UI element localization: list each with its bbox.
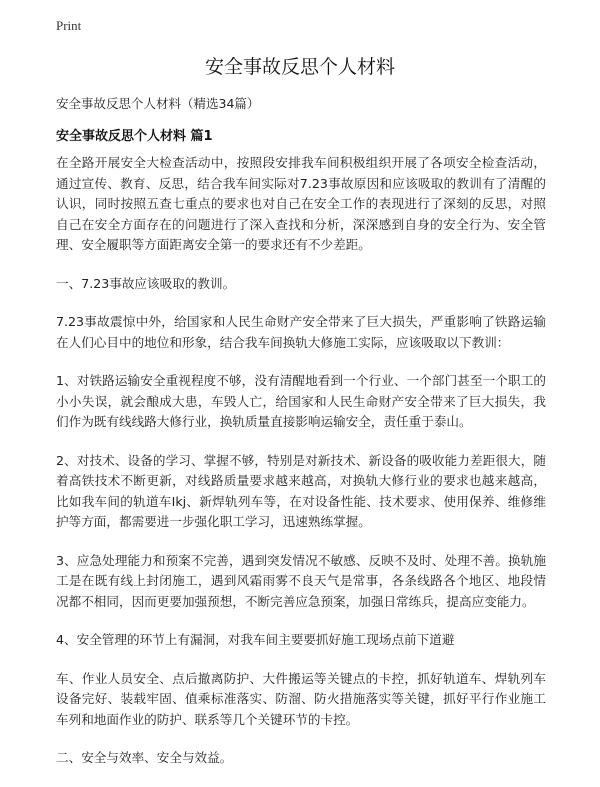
document-body	[56, 153, 546, 787]
section-heading: 安全事故反思个人材料 篇1	[56, 129, 213, 144]
paragraph-point-2: 2、对技术、设备的学习、掌握不够，特别是对新技术、新设备的吸收能力差距很大，随着高铁技术不断更新，对线路质量要求越来越高，对换轨大修行业的要求也越来越高，比如我车间的轨道车Ikj、新焊轨列车等，在对设备性能、技术要求、使用保养、维修维护等方面，都需要进一步强化职工学习，迅速熟练掌握。	[56, 452, 546, 529]
paragraph-point-4: 4、安全管理的环节上有漏洞，对我车间主要要抓好施工现场点前下道避	[56, 632, 455, 647]
paragraph-point-1: 1、对铁路运输安全重视程度不够，没有清醒地看到一个行业、一个部门甚至一个职工的小小失误，就会酿成大患，车毁人亡，给国家和人民生命财产安全带来了巨大损失，我们作为既有线线路大修行业，换轨质量直接影响运输安全，责任重于泰山。	[56, 373, 546, 429]
paragraph-heading-safety-efficiency: 二、安全与效率、安全与效益。	[56, 750, 233, 765]
paragraph-heading-lessons: 一、7.23事故应该吸取的教训。	[56, 275, 236, 291]
paragraph-lessons-intro: 7.23事故震惊中外，给国家和人民生命财产安全带来了巨大损失，严重影响了铁路运输在人们心目中的地位和形象，结合我车间换轨大修施工实际，应该吸取以下教训：	[56, 314, 546, 350]
print-link[interactable]: Print	[56, 18, 82, 33]
paragraph-intro: 在全路开展安全大检查活动中，按照段安排我车间积极组织开展了各项安全检查活动，通过宣传、教育、反思，结合我车间实际对7.23事故原因和应该吸取的教训有了清醒的认识，同时按照五查七重点的要求也对自己在安全工作的表现进行了深刻的反思，对照自己在安全方面存在的问题进行了深入查找和分析，深深感到自身的安全行为、安全管理、安全履职等方面距离安全第一的要求还有不少差距。	[56, 155, 546, 252]
paragraph-point-4-continued: 车、作业人员安全、点后撤离防护、大件搬运等关键点的卡控，抓好轨道车、焊轨列车设备完好、装载牢固、值乘标准落实、防溜、防火措施落实等关键，抓好平行作业施工车列和地面作业的防护、联系等几个关键环节的卡控。	[56, 670, 546, 727]
paragraph-point-3: 3、应急处理能力和预案不完善，遇到突发情况不敏感、反映不及时、处理不善。换轨施工是在既有线上封闭施工，遇到风霜雨雾不良天气是常事，各条线路各个地区、地段情况都不相同，因而更要加强预想，不断完善应急预案，加强日常练兵，提高应变能力。	[56, 552, 546, 609]
page-title: 安全事故反思个人材料	[204, 56, 395, 78]
document-subtitle: 安全事故反思个人材料（精选34篇）	[56, 96, 260, 111]
